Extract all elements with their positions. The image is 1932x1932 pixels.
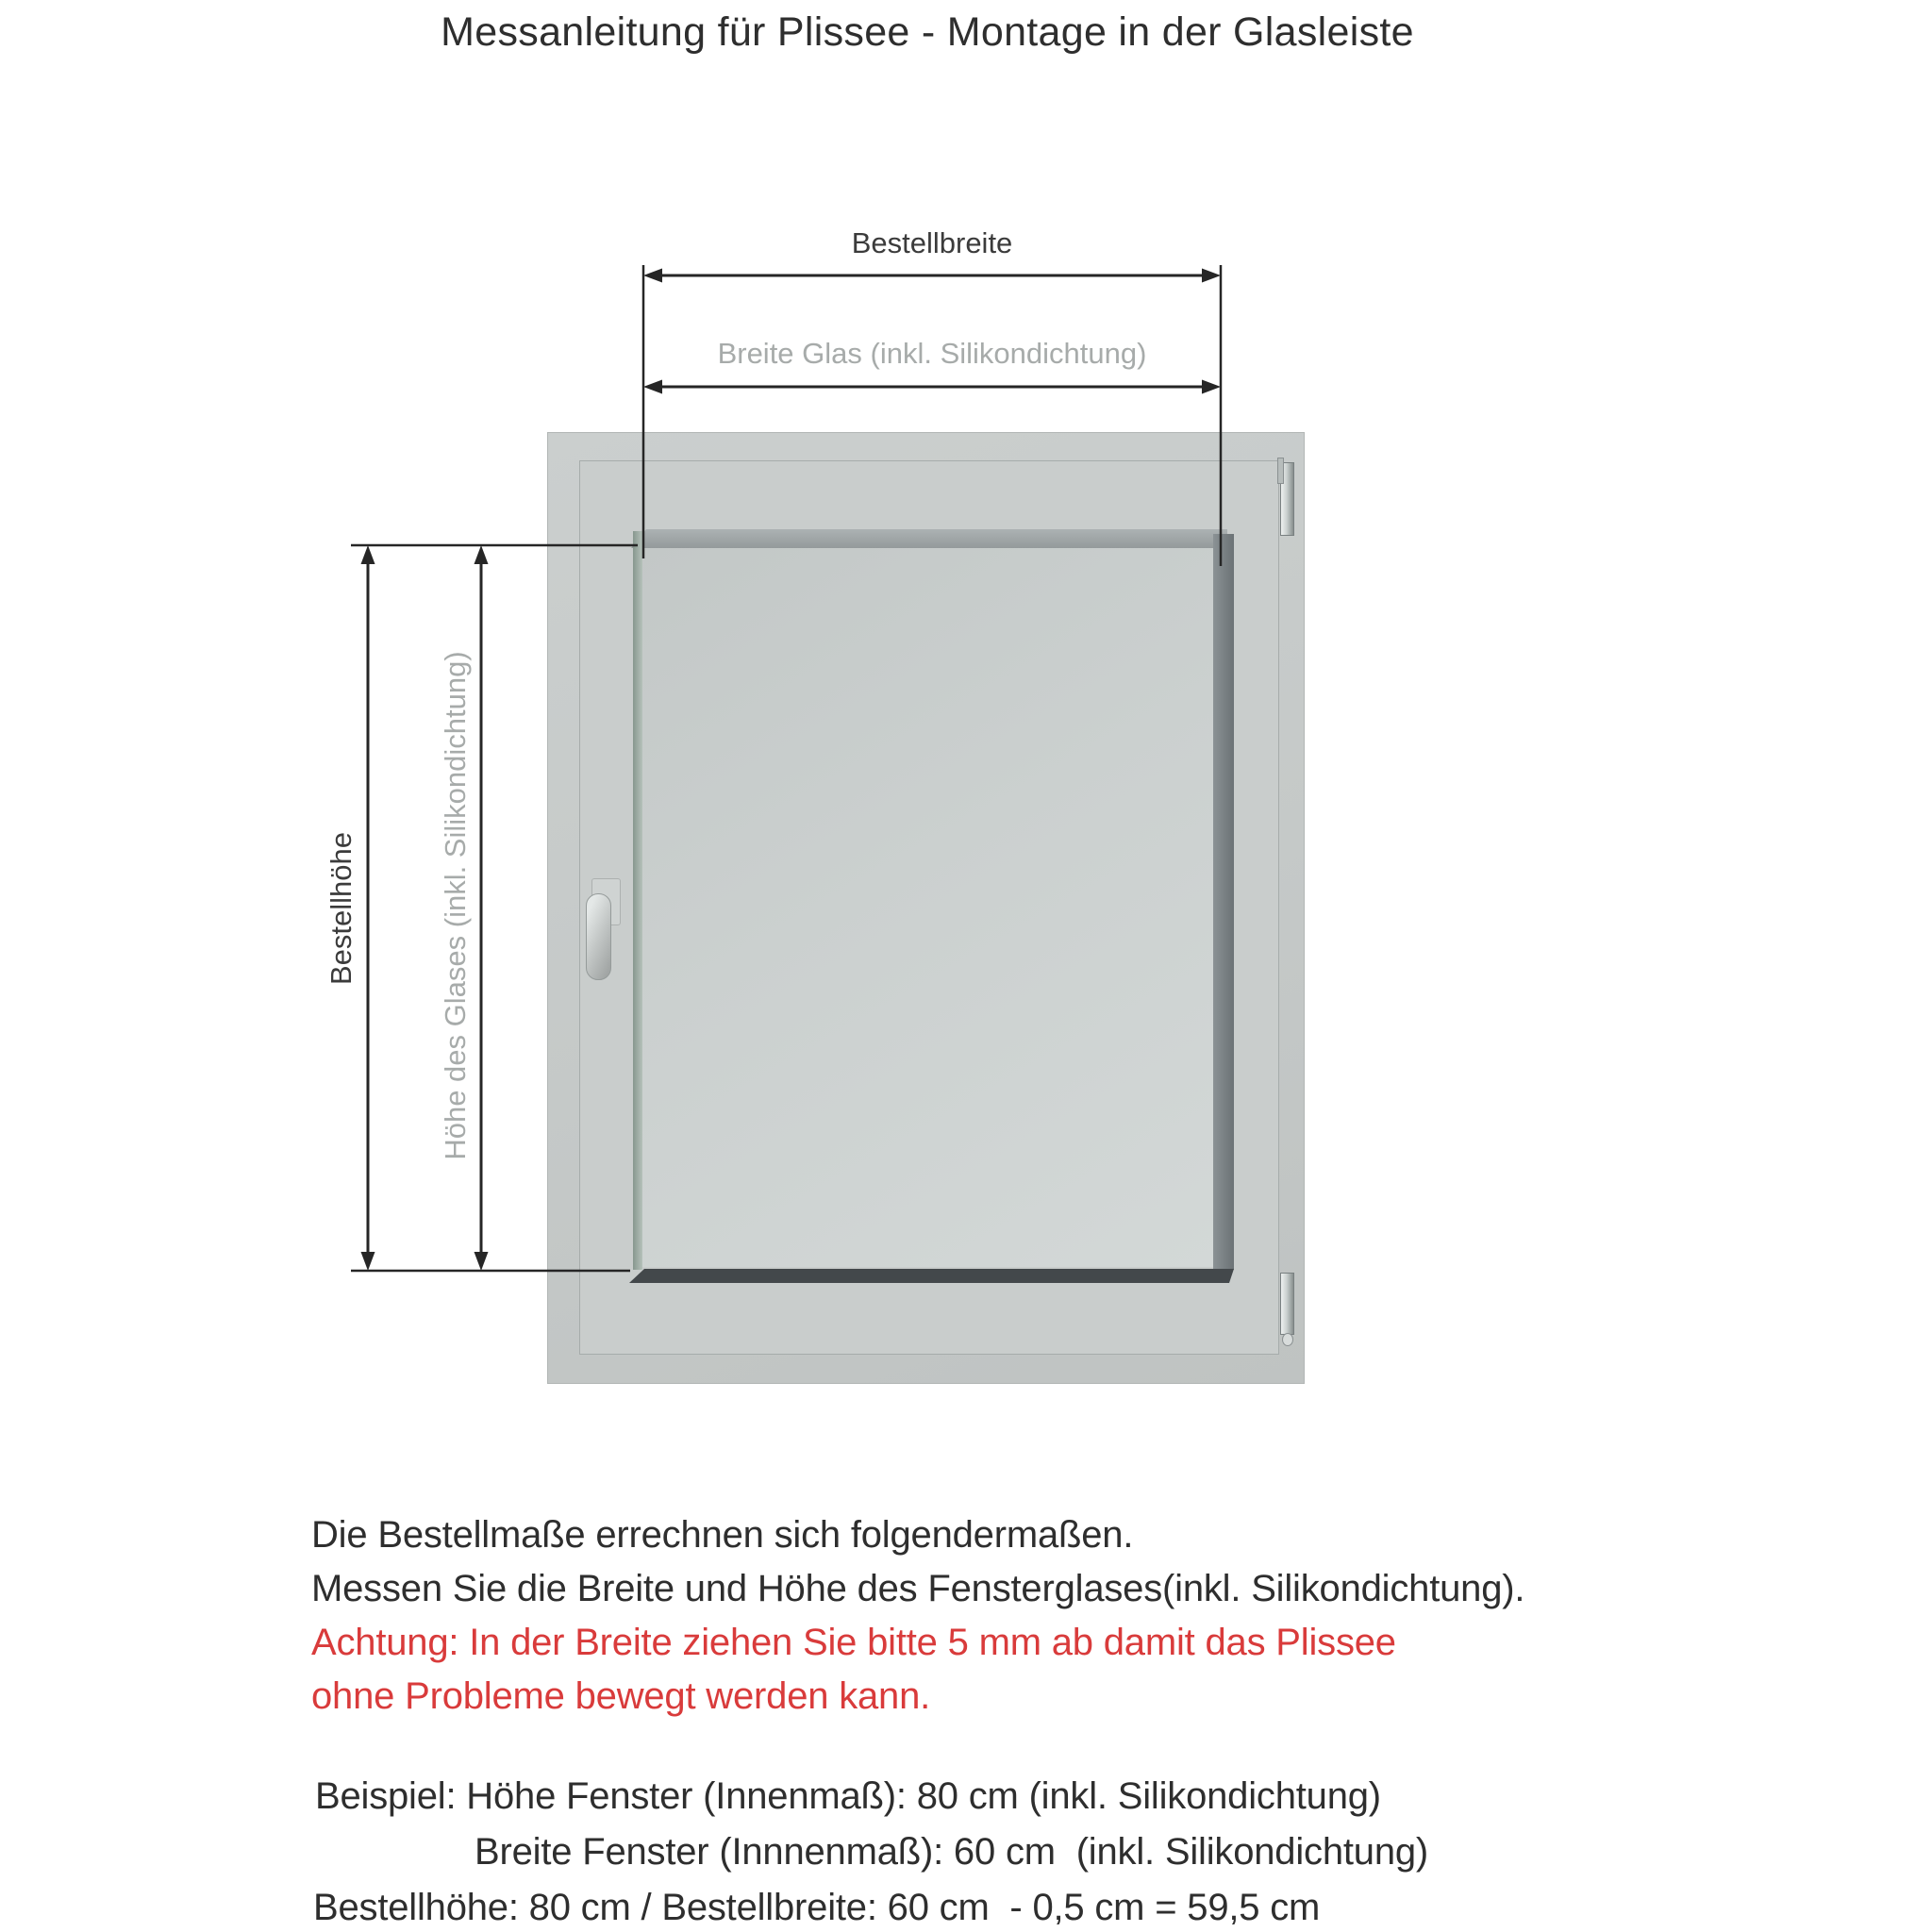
order-height-label: Bestellhöhe bbox=[325, 831, 358, 986]
glass-width-arrow bbox=[643, 380, 1221, 394]
glass-height-arrow bbox=[475, 545, 489, 1271]
glass-width-label: Breite Glas (inkl. Silikondichtung) bbox=[717, 337, 1147, 370]
warning-line-2: ohne Probleme bewegt werden kann. bbox=[311, 1675, 931, 1717]
example-line-3: Bestellhöhe: 80 cm / Bestellbreite: 60 cm - 0,5 cm = 59,5 cm bbox=[313, 1887, 1321, 1928]
window-handle-grip bbox=[586, 893, 611, 980]
glass-bead-top bbox=[631, 529, 1227, 548]
order-width-arrow bbox=[643, 269, 1221, 283]
glass-height-label: Höhe des Glases (inkl. Silikondichtung) bbox=[439, 651, 472, 1160]
order-width-label: Bestellbreite bbox=[851, 226, 1013, 259]
order-height-arrow bbox=[361, 545, 375, 1271]
glass-bead-bottom bbox=[629, 1269, 1234, 1283]
instruction-line-2: Messen Sie die Breite und Höhe des Fensterglases(inkl. Silikondichtung). bbox=[311, 1568, 1525, 1609]
warning-line-1: Achtung: In der Breite ziehen Sie bitte 5 mm ab damit das Plissee bbox=[311, 1622, 1396, 1663]
example-line-1: Beispiel: Höhe Fenster (Innenmaß): 80 cm (inkl. Silikondichtung) bbox=[315, 1775, 1381, 1817]
window-glass-pane bbox=[642, 548, 1213, 1267]
glass-edge-strip bbox=[633, 531, 642, 1270]
page-title: Messanleitung für Plissee - Montage in der Glasleiste bbox=[441, 9, 1414, 55]
window-hinge-bottom bbox=[1280, 1273, 1294, 1335]
window-frame bbox=[547, 432, 1305, 1384]
window-hinge-top bbox=[1280, 462, 1294, 536]
instruction-line-1: Die Bestellmaße errechnen sich folgendermaßen. bbox=[311, 1514, 1134, 1556]
example-line-2: Breite Fenster (Innnenmaß): 60 cm (inkl. Silikondichtung) bbox=[475, 1831, 1429, 1873]
glass-bead-right bbox=[1213, 534, 1234, 1270]
